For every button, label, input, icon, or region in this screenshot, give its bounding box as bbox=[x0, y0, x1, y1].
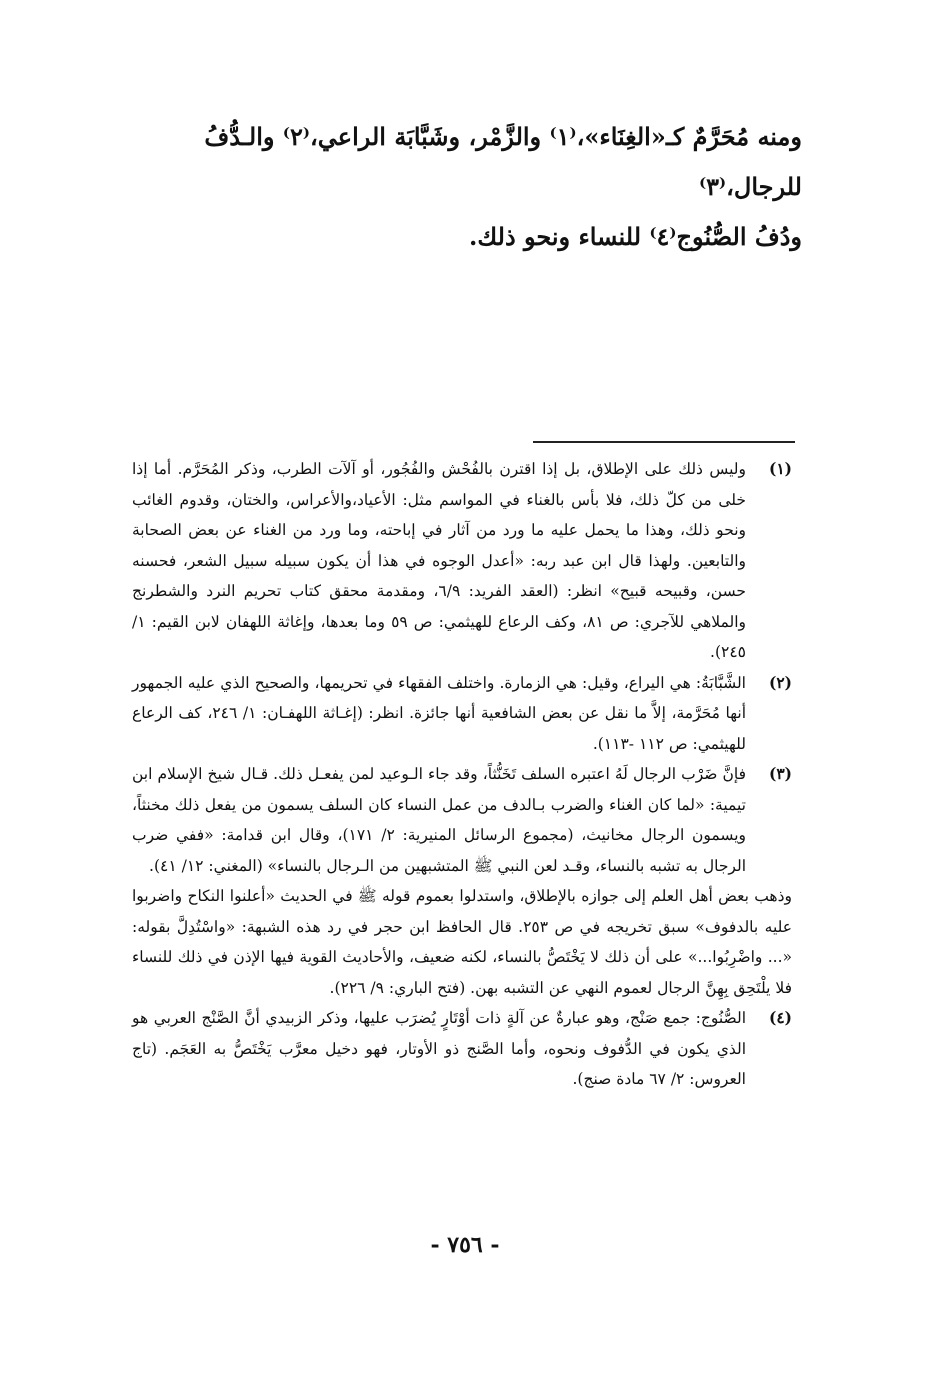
footnote-2 bbox=[132, 668, 792, 760]
footnote-text: الصُّنُوج: جمع صَنْج، وهو عبارةٌ عن آلةٍ ذات أوْتَارٍ يُضرَب عليها، وذكر الزبيدي أنَّ الصَّنْج العربي هو الذي يكون في الدُّفوف ونحوه، وأما الصَّنج ذو الأوتار، فهو دخيل معرَّب يَخْتَصُّ به العَجَم. (تاج العروس: ٢/ ٦٧ مادة صنج). bbox=[132, 1009, 746, 1088]
main-body-text bbox=[122, 112, 802, 262]
footnote-text: فإنَّ ضَرْب الرجال لَهُ اعتبره السلف تَخَنُّثاً، وقد جاء الـوعيد لمن يفعـل ذلك. قـال شيخ الإسلام ابن تيمية: «لما كان الغناء والضرب بـالدف من عمل النساء كان السلف يسمون من يفعل ذلك مخنثاً، ويسمون الرجال مخانيث، (مجموع الرسائل المنيرية: ٢/ ١٧١)، وقال ابن قدامة: «ففي ضرب الرجال به تشبه بالنساء، وقـد لعن النبي ﷺ المتشبهين من الـرجال بالنساء» (المغني: ١٢/ ٤١). bbox=[132, 765, 747, 875]
main-text-line-2: ودُفُ الصُّنُوج⁽٤⁾ للنساء ونحو ذلك. bbox=[469, 222, 802, 251]
footnotes-section bbox=[132, 454, 792, 1095]
footnote-separator-line bbox=[533, 441, 795, 443]
page-number: - ٧٥٦ - bbox=[430, 1232, 500, 1258]
main-text-line-1: ومنه مُحَرَّمٌ كـ«الغِنَاء»،⁽١⁾ والزَّمْر، وشَبَّابَة الراعي،⁽٢⁾ والـدُّفُ للرجال،⁽٣⁾ bbox=[204, 122, 802, 201]
footnote-3-continuation: وذهب بعض أهل العلم إلى جوازه بالإطلاق، واستدلوا بعموم قوله ﷺ في الحديث «أعلنوا النكاح واضربوا عليه بالدفوف» سبق تخريجه في ص ٢٥٣. قال الحافظ ابن حجر في رد هذه الشبهة: «واسْتُدِلَّ بقوله: «... واضْرِبُوا...» على أن ذلك لا يَخْتَصُّ بالنساء، لكنه ضعيف، والأحاديث القوية فيها الإذن في ذلك للنساء فلا يلْتَحِق بِهِنَّ الرجال لعموم النهي عن التشبه بهن. (فتح الباري: ٩/ ٢٢٦). bbox=[132, 887, 793, 997]
footnote-number: (١) bbox=[768, 459, 792, 478]
footnote-number: (٤) bbox=[768, 1008, 792, 1027]
footnote-4 bbox=[132, 1003, 792, 1095]
footnote-text: الشَّبَّابَةُ: هي اليراع، وقيل: هي الزمارة. واختلف الفقهاء في تحريمها، والصحيح الذي عليه الجمهور أنها مُحَرَّمة، إلاَّ ما نقل عن بعض الشافعية أنها جائزة. انظر: (إغـاثة اللهفـان: ١/ ٢٤٦، كف الرعاع للهيثمي: ص ١١٢ -١١٣). bbox=[132, 673, 746, 753]
footnote-3 bbox=[132, 759, 792, 881]
footnote-number: (٢) bbox=[768, 672, 792, 692]
footnote-text: وليس ذلك على الإطلاق، بل إذا اقترن بالفُحْش والفُجُور، أو آلآت الطرب، وذكر المُحَرَّم. أما إذا خلى من كلّ ذلك، فلا بأس بالغناء في المواسم مثل: الأعياد،والأعراس، والختان، وقدوم الغائب ونحو ذلك، وهذا ما يحمل عليه ما ورد من آثار في إباحته، وما ورد من الغناء عن بعض الصحابة والتابعين. ولهذا قال ابن عبد ربه: «أعدل الوجوه في هذا أن يكون سبيله سبيل الشعر، فحسنه حسن، وقبيحه قبيح» انظر: (العقد الفريد: ٦/٩، ومقدمة محقق كتاب تحريم النرد والشطرنج والملاهي للآجري: ص ٨١، وكف الرعاع للهيثمي: ص ٥٩ وما بعدها، وإغاثة اللهفان لابن القيم: ١/ ٢٤٥). bbox=[132, 460, 747, 661]
footnote-number: (٣) bbox=[768, 764, 792, 783]
footnote-1 bbox=[132, 454, 792, 668]
